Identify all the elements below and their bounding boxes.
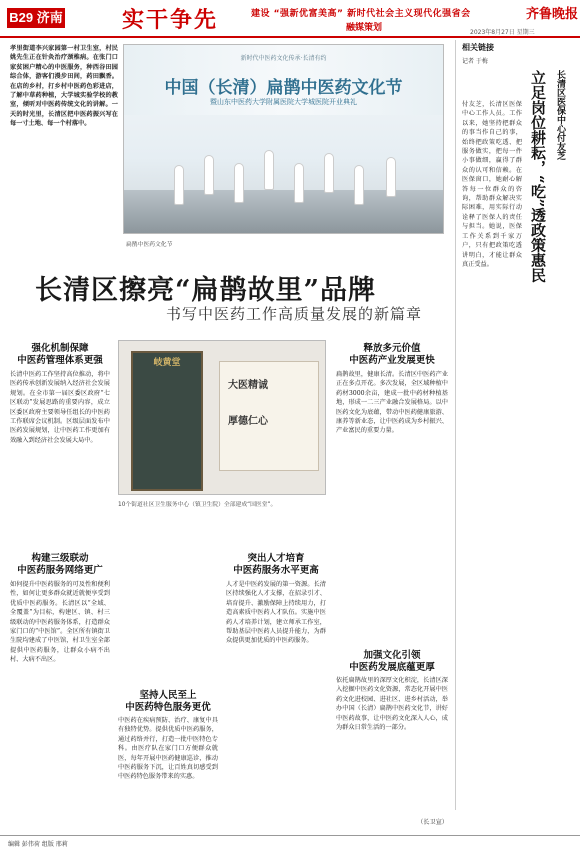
banner-text: 建设 “强新优富美高” 新时代社会主义现代化强省会: [251, 9, 471, 19]
section1-title: [10, 343, 110, 367]
section2-title-line1: 构建三级联动: [31, 553, 89, 564]
section5-title: [336, 343, 448, 367]
page-number: B29 济南: [7, 8, 65, 28]
clinic-doorway: [131, 351, 203, 491]
section3-title-line2: 中医药特色服务更优: [125, 702, 211, 713]
section3-body: 中医药在疾病预防、治疗、康复中具有独特优势。提供优质中医药服务，通过药络并行，打造一批中医特色专科。由医疗队在家门口方便群众就医，每年开展中医药健康巡诊，推动中医药服务下沉，让百姓真切感受到中医药特色服务带来的实惠。: [118, 717, 218, 781]
related-sidebar: [455, 40, 575, 810]
sidebar-body-upper: 付友芝，长清区医保中心工作人员。工作以来，她坚持把群众的事当作自己的事，始终把政策吃透、把服务做实，把每一件小事做细，赢得了群众的认可和信赖。在医保窗口，她耐心解答每一位群众的咨询，帮助群众解决实际困难，用实际行动诠释了医保人的责任与担当。她说，医保工作关系到千家万户，只有把政策吃透讲明白，才能让群众真正受益。: [462, 101, 522, 268]
section5-body: 扁鹊故里，健康长清。长清区中医药产业正在多点开花。多次发展，全区域种植中药材3000余亩，建成一批中药材种植基地，形成一二三产业融合发展格局。以中医药文化为底蕴，带动中医药健康旅游、康养等新业态，让中医药成为乡村振兴、产业富民的重要力量。: [336, 371, 448, 435]
banner-sub: 融媒策划: [346, 23, 383, 33]
related-link-label: 相关链接: [462, 43, 494, 52]
section6-author: （长卫宣）: [417, 819, 448, 826]
section-slogan: 实干争先: [122, 7, 219, 33]
performer-figure: [294, 163, 304, 203]
section1-title-line1: 强化机制保障: [31, 343, 89, 354]
section2-body: 如何提升中医药服务的可及性和便利性，如何让更多群众就近就便享受到优质中医药服务。长清区以“全域、全覆盖”为目标，构建区、镇、村三级联动的中医药服务体系，打造群众家门口的“中医馆”。全区所有镇街卫生院均建成了中医馆，村卫生室全部提供中医药服务，让群众小病不出村、大病不出区。: [10, 581, 110, 664]
festival-title: 中国（长清）扁鹊中医药文化节: [164, 78, 403, 98]
performer-figure: [234, 163, 244, 203]
festival-subtitle: 暨山东中医药大学附属医院大学城医院开业典礼: [210, 98, 357, 106]
page-footer: 编辑 彭伟荷 组版 邢莉: [0, 835, 580, 851]
sidebar-title-part2: 立足岗位耕耘，“吃”透政策惠民: [529, 70, 547, 283]
photo2-caption: 10个街道社区卫生服务中心（镇卫生院）全部建成“国医堂”。: [118, 502, 277, 508]
section6-title-line1: 加强文化引领: [363, 650, 421, 661]
sidebar-reporter: 记者 于梅: [462, 58, 488, 65]
clinic-photo: [118, 340, 326, 495]
section6-title: [336, 650, 448, 674]
sidebar-body-lower: [462, 350, 574, 805]
section6-title-line2: 中医药发展底蕴更厚: [349, 662, 435, 673]
section1-title-line2: 中医药管理体系更强: [17, 355, 103, 366]
section2-continued: [118, 512, 218, 677]
performer-figure: [204, 155, 214, 195]
sub-headline: 书写中医药工作高质量发展的新篇章: [166, 305, 423, 323]
section2-title-line2: 中医药服务网络更广: [17, 565, 103, 576]
section5-title-line1: 释放多元价值: [363, 343, 421, 354]
section1-body: 长清中医药工作坚持高位推动，将中医药传承创新发展纳入经济社会发展规划。在全市第一届区委区政府“七区联动”发展思路的重要内容，成立区委区政府主要领导任组长的中医药工作联席会议机制。区级层面发布中医药发展规划，让中医药工作更加有效融入到经济社会发展大局中。: [10, 371, 110, 444]
door-sign: 岐黄堂: [153, 358, 181, 368]
section5-title-line2: 中医药产业发展更快: [349, 355, 435, 366]
calligraphy-board: [219, 361, 319, 471]
board-left-text: 大医精诚: [228, 380, 268, 391]
section3-title: [118, 690, 218, 714]
sidebar-title-part1: 长清区医保中心付友芝: [555, 70, 565, 160]
performer-figure: [324, 153, 334, 193]
performer-figure: [354, 165, 364, 205]
dateline: 2023年8月27日 星期三: [470, 29, 535, 36]
section6-body: 依托扁鹊故里的深厚文化积淀，长清区深入挖掘中医药文化资源，常态化开展中医药文化进校园、进社区、进乡村活动，举办中国（长清）扁鹊中医药文化节，讲好中医药故事，让中医药文化深入人心，成为群众日常生活的一部分。: [336, 677, 448, 732]
section4-title: [226, 553, 326, 577]
section2-title: [10, 553, 110, 577]
intro-paragraph: 孝里街道李兴家园第一村卫生室，村民姚先生正在针灸治疗颈椎病。在张门口家贫困户精心的中医服务，种西谷田园综合体，游客们漫步田间，药田飘香。在店的乡村，打乡村中医药色彩进店，了解中草药种植，大学城实验学校的教室，倾听对中医药传统文化的讲解。一天的时光里，长清区把中医药振兴写在每一寸土地、每一个村落中。: [10, 45, 118, 128]
section4-title-line2: 中医药服务水平更高: [233, 565, 319, 576]
masthead: 齐鲁晚报: [526, 7, 579, 22]
performer-figure: [386, 157, 396, 197]
festival-banner-line: 新时代中医药文化传承·长清有约: [240, 55, 327, 62]
section4-title-line1: 突出人才培育: [247, 553, 305, 564]
board-right-text: 厚德仁心: [228, 416, 268, 427]
section4-body: 人才是中医药发展的第一资源。长清区持续强化人才支撑，在招录引才、培育提升、激励保障上持续用力，打造高素质中医药人才队伍。实施中医药人才培养计划，建立师承工作室，帮助基层中医药人员提升能力，为群众提供更加优质的中医药服务。: [226, 581, 326, 645]
performer-figure: [264, 150, 274, 190]
photo1-caption: 扁鹊中医药文化节: [126, 242, 173, 248]
section3-title-line1: 坚持人民至上: [139, 690, 197, 701]
festival-photo: [123, 44, 444, 234]
performer-figure: [174, 165, 184, 205]
page-header: [0, 0, 580, 38]
main-headline: 长清区擦亮“扁鹊故里”品牌: [35, 275, 377, 306]
